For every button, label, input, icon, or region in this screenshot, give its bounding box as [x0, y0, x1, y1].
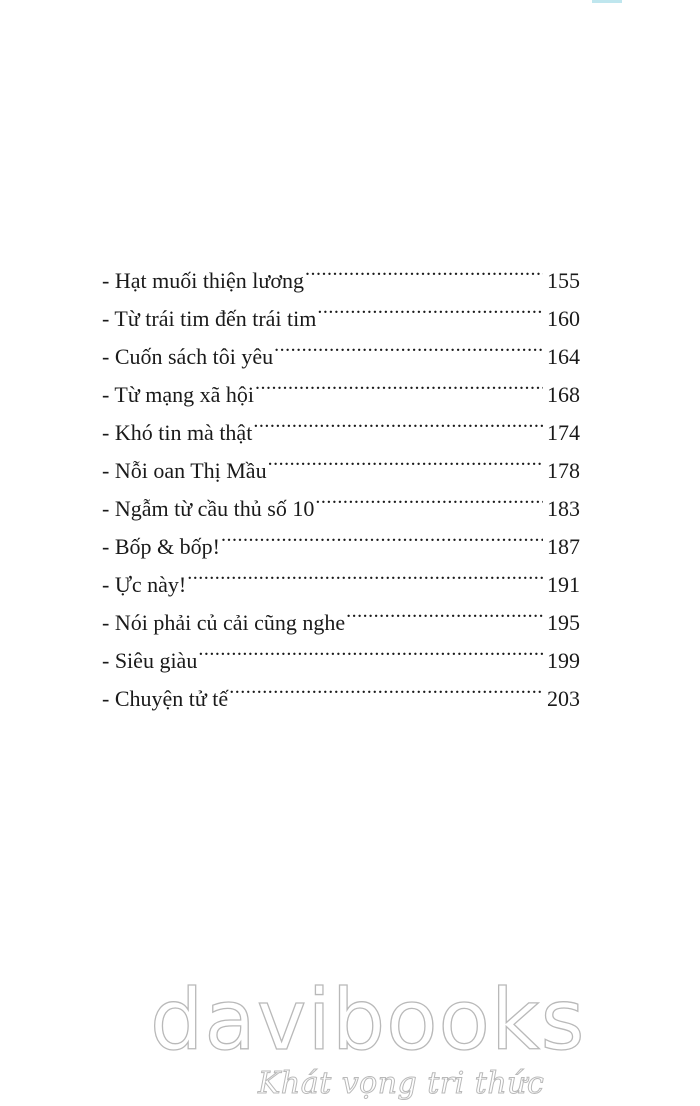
toc-entry-title: - Nói phải củ cải cũng nghe [102, 610, 346, 635]
toc-entry-page: 174 [547, 420, 580, 445]
toc-dot-leader [228, 668, 543, 706]
toc-entry-title: - Nỗi oan Thị Mầu [102, 458, 267, 483]
toc-dot-leader [252, 402, 543, 440]
toc-dot-leader [314, 478, 543, 516]
toc-entry-page: 178 [547, 458, 580, 483]
toc-entry-page: 160 [547, 306, 580, 331]
toc-entry-title: - Từ trái tim đến trái tim [102, 306, 317, 331]
watermark-brand: davibooks [150, 971, 586, 1069]
toc-dot-leader [186, 554, 543, 592]
toc-entry-page: 183 [547, 496, 580, 521]
toc-entry-page: 168 [547, 382, 580, 407]
toc-dot-leader [345, 592, 543, 630]
toc-entry-page: 164 [547, 344, 580, 369]
watermark-tagline: Khát vọng tri thức [258, 1066, 545, 1101]
toc-dot-leader [316, 288, 543, 326]
toc-entry-page: 155 [547, 268, 580, 293]
toc-entry-title: - Siêu giàu [102, 648, 198, 673]
davibooks-watermark [150, 971, 586, 1101]
toc-entry-page: 203 [547, 686, 580, 711]
toc-entry-title: - Ngẫm từ cầu thủ số 10 [102, 496, 315, 521]
table-of-contents [102, 250, 580, 711]
toc-dot-leader [267, 440, 543, 478]
toc-entry-title: - Từ mạng xã hội [102, 382, 255, 407]
toc-entry-title: - Khó tin mà thật [102, 420, 253, 445]
toc-entry-title: - Chuyện tử tế [102, 686, 229, 711]
toc-dot-leader [197, 630, 543, 668]
toc-dot-leader [273, 326, 543, 364]
toc-entry-title: - Ực này! [102, 572, 187, 597]
toc-entry-title: - Hạt muối thiện lương [102, 268, 304, 293]
toc-entry-page: 191 [547, 572, 580, 597]
toc-entry-title: - Bốp & bốp! [102, 534, 220, 559]
toc-dot-leader [254, 364, 543, 402]
toc-dot-leader [220, 516, 543, 554]
toc-entry [102, 250, 580, 293]
toc-entry-page: 195 [547, 610, 580, 635]
toc-dot-leader [304, 250, 543, 288]
toc-entry-page: 187 [547, 534, 580, 559]
corner-accent [592, 0, 622, 3]
toc-entry-title: - Cuốn sách tôi yêu [102, 344, 274, 369]
toc-entry-page: 199 [547, 648, 580, 673]
